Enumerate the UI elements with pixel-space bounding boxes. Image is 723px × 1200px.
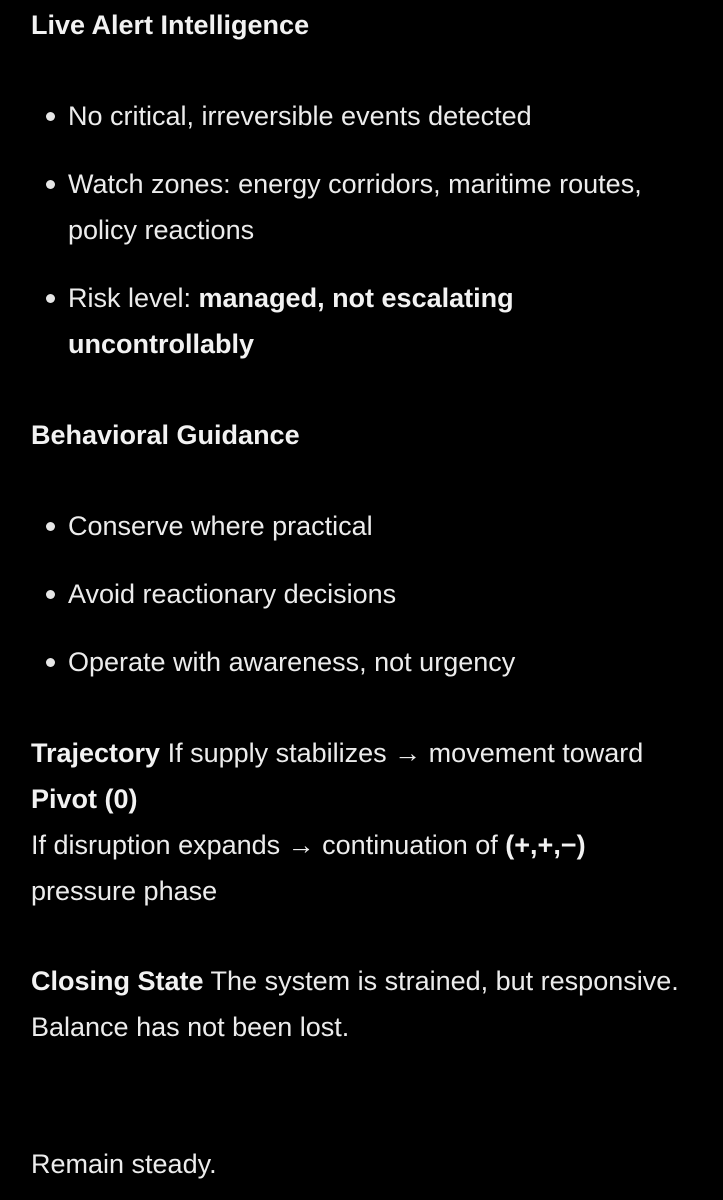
alerts-heading: Live Alert Intelligence (31, 10, 310, 40)
bullet-dot-icon (46, 112, 55, 121)
trajectory-line2-tail: pressure phase (31, 876, 218, 906)
guidance-item-text: Operate with awareness, not urgency (68, 647, 516, 677)
closing-label: Closing State (31, 966, 204, 996)
guidance-item-text: Avoid reactionary decisions (68, 579, 397, 609)
bullet-dot-icon (46, 294, 55, 303)
alert-item-text: Watch zones: energy corridors, maritime routes, policy reactions (68, 169, 642, 245)
trajectory-line1-text: If supply stabilizes → movement toward (160, 738, 644, 768)
list-item (31, 161, 651, 253)
list-item (31, 275, 651, 367)
list-item (31, 503, 651, 549)
trajectory-label: Trajectory (31, 738, 161, 768)
guidance-item-text: Conserve where practical (68, 511, 373, 541)
bullet-dot-icon (46, 180, 55, 189)
pivot-value: Pivot (0) (31, 784, 138, 814)
risk-level-label: Risk level: (68, 283, 199, 313)
alert-item-text: No critical, irreversible events detected (68, 101, 532, 131)
closing-line2: Balance has not been lost. (31, 1012, 350, 1042)
list-item (31, 639, 651, 685)
guidance-heading: Behavioral Guidance (31, 420, 300, 450)
closing-paragraph (31, 958, 681, 1050)
list-item (31, 93, 651, 139)
final-line: Remain steady. (31, 1149, 217, 1179)
risk-level-value: managed, not escalating uncontrollably (68, 283, 514, 359)
bullet-dot-icon (46, 590, 55, 599)
trajectory-line2-text: If disruption expands → continuation of (31, 830, 506, 860)
alerts-list (31, 93, 651, 367)
closing-line1: The system is strained, but responsive. (203, 966, 679, 996)
list-item (31, 571, 651, 617)
bullet-dot-icon (46, 658, 55, 667)
bullet-dot-icon (46, 522, 55, 531)
trajectory-paragraph (31, 730, 681, 914)
pressure-signature: (+,+,−) (505, 830, 586, 860)
guidance-list (31, 503, 651, 685)
